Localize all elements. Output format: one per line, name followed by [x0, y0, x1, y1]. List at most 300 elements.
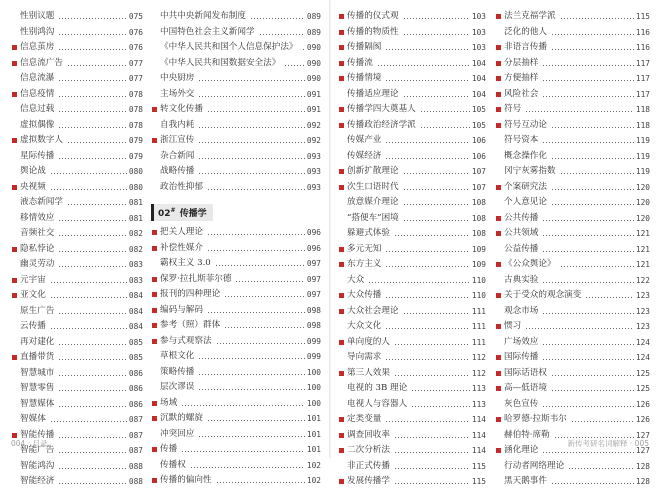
entry-title: 符号互动论: [504, 119, 547, 130]
dot-leader: [403, 18, 470, 19]
dot-leader: [198, 158, 305, 159]
entry-page-number: 111: [471, 337, 486, 347]
toc-entry[interactable]: [338, 459, 486, 475]
toc-entry[interactable]: [151, 149, 321, 165]
dot-leader: [403, 173, 470, 174]
entry-title: 把关人理论: [160, 227, 203, 237]
toc-entry[interactable]: [495, 242, 650, 258]
entry-page-number: 099: [306, 352, 321, 361]
toc-entry[interactable]: [495, 149, 650, 165]
dot-leader: [250, 18, 305, 19]
toc-entry[interactable]: [495, 211, 650, 227]
toc-entry[interactable]: [151, 334, 321, 350]
toc-entry[interactable]: [495, 102, 650, 118]
entry-title: 概念操作化: [504, 150, 547, 161]
dot-leader: [542, 80, 634, 81]
toc-entry[interactable]: [151, 256, 321, 272]
entry-page-number: 111: [471, 306, 486, 316]
entry-page-number: 090: [306, 74, 321, 83]
toc-entry[interactable]: [11, 9, 143, 25]
toc-entry[interactable]: [495, 118, 650, 134]
dot-leader: [542, 251, 634, 252]
toc-entry[interactable]: [11, 273, 143, 289]
entry-title: 幽灵劳动: [20, 259, 55, 269]
entry-page-number: 120: [635, 182, 650, 192]
entry-page-number: 092: [306, 120, 321, 130]
dot-leader: [394, 375, 470, 376]
dot-leader: [394, 437, 470, 438]
toc-entry[interactable]: [495, 335, 650, 351]
toc-entry[interactable]: [338, 164, 486, 180]
toc-entry[interactable]: [151, 287, 321, 303]
toc-entry[interactable]: [338, 366, 486, 382]
dot-leader: [403, 189, 470, 190]
entry-page-number: 078: [128, 89, 143, 99]
toc-column: [11, 9, 143, 490]
entry-title: 多元无知: [347, 243, 382, 254]
entry-title: 传播隔阂: [347, 42, 382, 52]
toc-entry[interactable]: [495, 133, 650, 149]
toc-entry[interactable]: [151, 133, 321, 149]
entry-page-number: 107: [471, 167, 486, 176]
toc-entry[interactable]: [151, 25, 321, 41]
dot-leader: [385, 158, 470, 159]
toc-entry[interactable]: [151, 411, 321, 427]
entry-title: 主场外交: [160, 88, 195, 99]
toc-entry[interactable]: [495, 180, 650, 196]
entry-page-number: 084: [128, 306, 143, 316]
toc-entry[interactable]: [11, 242, 143, 258]
dot-leader: [58, 18, 127, 19]
toc-entry[interactable]: [495, 366, 650, 382]
toc-entry[interactable]: [151, 318, 321, 334]
entry-title: 创新扩散理论: [347, 166, 399, 176]
entry-title: 传播的偏向性: [160, 475, 212, 485]
entry-title: 中国特色社会主义新闻学: [160, 26, 255, 37]
toc-entry[interactable]: [151, 9, 321, 25]
toc-entry[interactable]: [11, 149, 143, 165]
entry-page-number: 124: [635, 337, 650, 347]
entry-title: 场域: [160, 397, 178, 408]
entry-title: 放意媒介理论: [347, 197, 399, 207]
toc-entry[interactable]: [338, 180, 486, 196]
entry-title: 个案研究法: [504, 181, 547, 192]
toc-entry[interactable]: [495, 397, 650, 413]
dot-leader: [58, 344, 127, 345]
entry-title: 编码与解码: [160, 304, 203, 315]
entry-page-number: 113: [471, 399, 486, 409]
dot-leader: [58, 375, 127, 376]
entry-title: 智能经济: [20, 476, 55, 486]
dot-leader: [411, 406, 470, 407]
toc-entry[interactable]: [338, 397, 486, 413]
toc-entry[interactable]: [151, 102, 321, 118]
entry-title: 大众传播: [347, 290, 382, 300]
entry-page-number: 087: [128, 415, 143, 424]
entry-page-number: 099: [306, 336, 321, 346]
entry-title: 哈罗德·拉斯韦尔: [504, 414, 567, 424]
entry-page-number: 123: [635, 291, 650, 300]
toc-entry[interactable]: [11, 164, 143, 180]
entry-title: 二次分析法: [347, 445, 390, 455]
entry-page-number: 105: [471, 120, 486, 130]
entry-page-number: 086: [128, 384, 143, 393]
entry-title: 转文化传播: [160, 104, 203, 114]
toc-entry[interactable]: [495, 71, 650, 87]
entry-page-number: 080: [128, 167, 143, 176]
toc-entry[interactable]: [495, 474, 650, 490]
toc-entry[interactable]: [495, 412, 650, 428]
dot-leader: [58, 406, 127, 407]
dot-leader: [58, 359, 127, 360]
toc-entry[interactable]: [151, 241, 321, 257]
toc-entry[interactable]: [11, 25, 143, 41]
entry-page-number: 125: [635, 368, 650, 378]
entry-title: 观念市场: [504, 305, 539, 316]
entry-title: 传播的仪式观: [347, 11, 399, 21]
dot-leader: [207, 189, 305, 190]
entry-title: 调查回收率: [347, 429, 390, 440]
toc-entry[interactable]: [11, 350, 143, 366]
toc-entry[interactable]: [11, 56, 143, 72]
entry-title: 中央厨房: [160, 73, 195, 83]
toc-entry[interactable]: [338, 226, 486, 242]
toc-entry[interactable]: [495, 25, 650, 41]
entry-title: 传播适应理论: [347, 88, 399, 99]
entry-page-number: 120: [635, 213, 650, 223]
entry-title: 传播流: [347, 57, 373, 68]
toc-entry[interactable]: [338, 443, 486, 459]
entry-title: 古典实验: [504, 274, 539, 285]
entry-page-number: 087: [128, 430, 143, 440]
entry-page-number: 123: [635, 322, 650, 331]
entry-title: 参与式观察法: [160, 335, 212, 346]
entry-page-number: 127: [635, 446, 650, 455]
toc-entry[interactable]: [151, 349, 321, 365]
entry-title: 定类变量: [347, 414, 382, 424]
entry-title: 中共中央新闻发布制度: [160, 11, 246, 21]
toc-entry[interactable]: [11, 381, 143, 397]
toc-entry[interactable]: [151, 303, 321, 319]
entry-page-number: 104: [471, 89, 486, 99]
toc-entry[interactable]: [338, 319, 486, 335]
entry-page-number: 085: [128, 337, 143, 347]
dot-leader: [207, 312, 305, 313]
toc-entry[interactable]: [151, 180, 321, 196]
toc-entry[interactable]: [338, 133, 486, 149]
entry-title: 躲避式体验: [347, 228, 390, 238]
entry-title: 涵化理论: [504, 445, 539, 455]
toc-entry[interactable]: [151, 71, 321, 87]
toc-entry[interactable]: [11, 133, 143, 149]
dot-leader: [385, 328, 470, 329]
toc-entry[interactable]: [338, 335, 486, 351]
toc-entry[interactable]: [338, 211, 486, 227]
dot-leader: [377, 65, 470, 66]
toc-entry[interactable]: [11, 40, 143, 56]
right-page: [330, 0, 660, 486]
dot-leader: [420, 127, 470, 128]
toc-entry[interactable]: [11, 412, 143, 428]
entry-page-number: 102: [306, 476, 321, 485]
dot-leader: [216, 343, 305, 344]
entry-page-number: 076: [128, 27, 143, 37]
entry-page-number: 092: [306, 136, 321, 145]
entry-page-number: 086: [128, 399, 143, 409]
entry-page-number: 093: [306, 151, 321, 161]
toc-entry[interactable]: [11, 102, 143, 118]
toc-entry[interactable]: [11, 180, 143, 196]
toc-entry[interactable]: [151, 40, 321, 56]
toc-entry[interactable]: [151, 164, 321, 180]
toc-entry[interactable]: [11, 335, 143, 351]
toc-entry[interactable]: [11, 71, 143, 87]
entry-page-number: 077: [128, 74, 143, 83]
entry-page-number: 106: [471, 136, 486, 145]
toc-entry[interactable]: [151, 225, 321, 241]
toc-entry[interactable]: [151, 365, 321, 381]
dot-leader: [58, 313, 127, 314]
dot-leader: [58, 111, 127, 112]
entry-title: 智慧零售: [20, 383, 55, 393]
entry-title: 符号: [504, 104, 522, 114]
entry-page-number: 104: [471, 74, 486, 83]
entry-title: 性别鸿沟: [20, 26, 55, 37]
toc-entry[interactable]: [338, 350, 486, 366]
toc-entry[interactable]: [495, 164, 650, 180]
dot-leader: [525, 328, 634, 329]
entry-title: 再对建化: [20, 336, 55, 347]
toc-entry[interactable]: [151, 396, 321, 412]
dot-leader: [207, 234, 305, 235]
toc-entry[interactable]: [11, 257, 143, 273]
entry-title: 东方主义: [347, 259, 382, 269]
toc-entry[interactable]: [338, 118, 486, 134]
toc-entry[interactable]: [11, 366, 143, 382]
toc-entry[interactable]: [338, 149, 486, 165]
dot-leader: [67, 65, 127, 66]
toc-entry[interactable]: [11, 288, 143, 304]
entry-title: 层次谬误: [160, 382, 195, 392]
toc-entry[interactable]: [495, 40, 650, 56]
dot-leader: [58, 468, 127, 469]
toc-entry[interactable]: [151, 380, 321, 396]
dot-leader: [394, 468, 470, 469]
toc-entry[interactable]: [338, 25, 486, 41]
dot-leader: [259, 34, 305, 35]
toc-entry[interactable]: [11, 87, 143, 103]
entry-page-number: 115: [471, 461, 486, 471]
entry-page-number: 097: [306, 274, 321, 284]
entry-page-number: 103: [471, 27, 486, 37]
toc-entry[interactable]: [495, 319, 650, 335]
entry-page-number: 096: [306, 243, 321, 253]
entry-page-number: 126: [635, 399, 650, 409]
entry-title: 导向需求: [347, 352, 382, 362]
toc-entry[interactable]: [495, 87, 650, 103]
entry-page-number: 100: [306, 367, 321, 377]
section-number: 02: [158, 208, 171, 219]
entry-page-number: 112: [471, 353, 486, 362]
toc-entry[interactable]: [495, 257, 650, 273]
entry-page-number: 126: [635, 415, 650, 424]
toc-entry[interactable]: [338, 102, 486, 118]
dot-leader: [551, 49, 634, 50]
entry-title: 报刊的四种理论: [160, 289, 221, 299]
toc-entry[interactable]: [151, 458, 321, 474]
toc-entry[interactable]: [11, 118, 143, 134]
toc-entry[interactable]: [11, 397, 143, 413]
toc-entry[interactable]: [11, 304, 143, 320]
toc-entry[interactable]: [338, 273, 486, 289]
toc-entry[interactable]: [151, 56, 321, 72]
toc-entry[interactable]: [495, 304, 650, 320]
entry-title: 音频社交: [20, 228, 55, 238]
entry-title: 电视的 3B 理论: [347, 383, 408, 393]
entry-title: 自我内耗: [160, 119, 195, 130]
entry-page-number: 082: [128, 229, 143, 238]
entry-title: 智能广告: [20, 445, 55, 455]
entry-page-number: 077: [128, 58, 143, 68]
entry-title: 虚拟偶像: [20, 119, 55, 130]
entry-title: 惯习: [504, 321, 522, 331]
entry-page-number: 085: [128, 353, 143, 362]
entry-page-number: 120: [635, 198, 650, 207]
dot-leader: [198, 436, 305, 437]
toc-entry[interactable]: [495, 56, 650, 72]
dot-leader: [190, 467, 305, 468]
entry-page-number: 091: [306, 105, 321, 114]
toc-entry[interactable]: [11, 226, 143, 242]
entry-title: 广场效应: [504, 336, 539, 347]
entry-page-number: 087: [128, 446, 143, 455]
toc-entry[interactable]: [495, 459, 650, 475]
toc-entry[interactable]: [495, 226, 650, 242]
entry-title: 个人意见论: [504, 197, 547, 207]
toc-entry[interactable]: [338, 195, 486, 211]
dot-leader: [58, 80, 127, 81]
entry-title: 分层抽样: [504, 57, 539, 68]
dot-leader: [542, 344, 634, 345]
dot-leader: [542, 142, 634, 143]
toc-entry[interactable]: [11, 211, 143, 227]
entry-title: 法兰克福学派: [504, 11, 556, 21]
entry-page-number: 114: [471, 446, 486, 455]
dot-leader: [58, 158, 127, 159]
toc-entry[interactable]: [495, 350, 650, 366]
toc-column: [338, 9, 486, 490]
entry-page-number: 096: [306, 228, 321, 237]
dot-leader: [58, 96, 127, 97]
entry-title: 保罗·拉扎斯菲尔德: [160, 273, 232, 284]
dot-leader: [560, 18, 634, 19]
dot-leader: [198, 389, 305, 390]
toc-entry[interactable]: [338, 412, 486, 428]
dot-leader: [403, 204, 470, 205]
dot-leader: [235, 281, 304, 282]
toc-entry[interactable]: [338, 288, 486, 304]
dot-leader: [50, 421, 127, 422]
toc-entry[interactable]: [495, 381, 650, 397]
toc-entry[interactable]: [151, 118, 321, 134]
toc-entry[interactable]: [151, 272, 321, 288]
entry-page-number: 093: [306, 167, 321, 176]
toc-entry[interactable]: [338, 56, 486, 72]
dot-leader: [385, 266, 470, 267]
dot-leader: [198, 96, 305, 97]
toc-entry[interactable]: [338, 474, 486, 490]
entry-page-number: 100: [306, 383, 321, 392]
entry-title: 国际话语权: [504, 367, 547, 378]
dot-leader: [551, 204, 634, 205]
toc-entry[interactable]: [338, 87, 486, 103]
toc-entry[interactable]: [338, 40, 486, 56]
entry-page-number: 082: [128, 244, 143, 254]
toc-entry[interactable]: [495, 195, 650, 211]
entry-title: 虚拟数字人: [20, 135, 63, 145]
toc-column: [151, 9, 321, 489]
toc-entry[interactable]: [495, 288, 650, 304]
dot-leader: [58, 220, 127, 221]
toc-entry[interactable]: [338, 71, 486, 87]
entry-title: 策略传播: [160, 366, 195, 377]
toc-entry[interactable]: [151, 87, 321, 103]
entry-page-number: 076: [128, 43, 143, 52]
entry-page-number: 081: [128, 198, 143, 207]
entry-page-number: 093: [306, 182, 321, 192]
dot-leader: [207, 420, 305, 421]
toc-entry[interactable]: [338, 304, 486, 320]
entry-title: 冲突回应: [160, 428, 195, 439]
toc-entry[interactable]: [495, 273, 650, 289]
toc-entry[interactable]: [11, 319, 143, 335]
toc-entry[interactable]: [338, 242, 486, 258]
entry-page-number: 081: [128, 213, 143, 223]
toc-entry[interactable]: [11, 459, 143, 475]
toc-entry[interactable]: [151, 473, 321, 489]
entry-title: 泛化的他人: [504, 26, 547, 37]
toc-entry[interactable]: [495, 9, 650, 25]
entry-page-number: 106: [471, 151, 486, 161]
toc-entry[interactable]: [338, 257, 486, 273]
toc-entry[interactable]: [151, 427, 321, 443]
entry-title: 非正式传播: [347, 460, 390, 471]
entry-page-number: 119: [635, 136, 650, 145]
entry-title: 云传播: [20, 321, 46, 331]
toc-entry[interactable]: [338, 428, 486, 444]
entry-page-number: 108: [471, 213, 486, 223]
entry-title: 传播权: [160, 459, 186, 470]
toc-entry[interactable]: [338, 381, 486, 397]
entry-title: 传播学四大奠基人: [347, 104, 416, 114]
entry-page-number: 116: [635, 27, 650, 37]
entry-title: 杂合新闻: [160, 150, 195, 161]
dot-leader: [420, 111, 470, 112]
toc-entry[interactable]: [151, 442, 321, 458]
entry-title: 传播: [160, 444, 178, 454]
entry-title: 发展传播学: [347, 476, 390, 486]
entry-page-number: 110: [471, 275, 486, 285]
entry-title: 信息过载: [20, 104, 55, 114]
toc-entry[interactable]: [11, 195, 143, 211]
dot-leader: [551, 189, 634, 190]
dot-leader: [542, 282, 634, 283]
dot-leader: [198, 127, 305, 128]
toc-entry[interactable]: [11, 474, 143, 490]
toc-entry[interactable]: [338, 9, 486, 25]
dot-leader: [198, 374, 305, 375]
entry-title: 信息茧房: [20, 42, 55, 52]
